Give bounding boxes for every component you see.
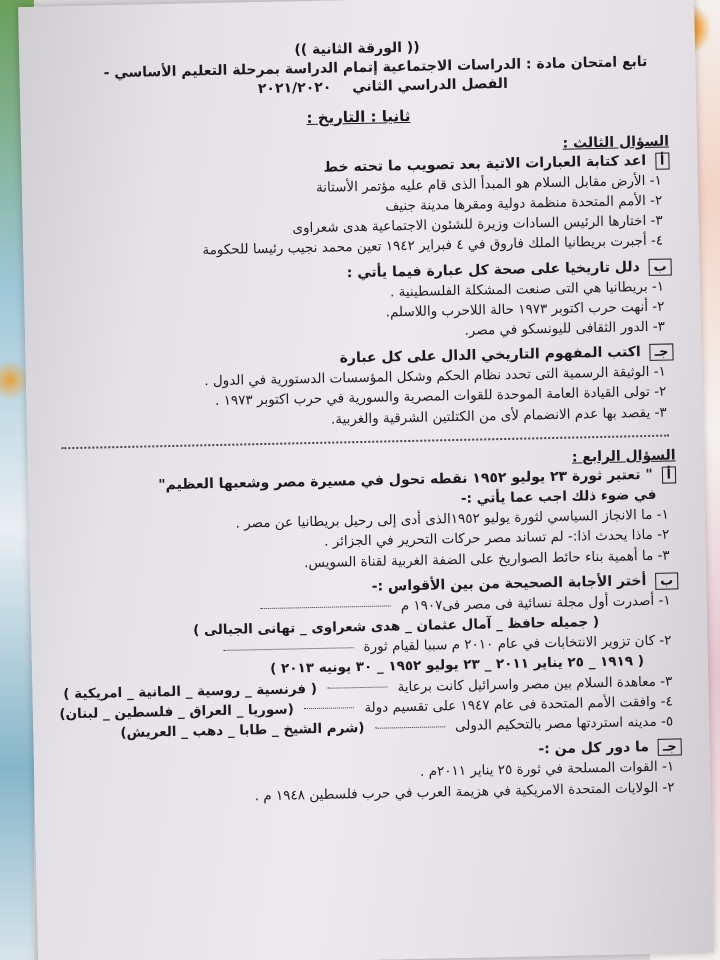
q4-a-label: أ: [661, 466, 676, 483]
q3-title: السؤال الثالث :: [562, 133, 670, 152]
mcq-options: ( جميله حافظ _ آمال عثمان _ هدى شعراوى _ تهانى الجبالى ): [193, 613, 600, 639]
list-item: ١- القوات المسلحة في ثورة ٢٥ يناير ٢٠١١م .: [419, 758, 675, 781]
q3-c-instruction: اكتب المفهوم التاريخي الدال على كل عبارة: [339, 344, 641, 367]
q3-a-label: أ: [655, 152, 670, 169]
list-item: ١- الوثيقة الرسمية التى تحدد نظام الحكم وشكل المؤسسات الدستورية في الدول .: [204, 363, 667, 390]
list-item: ٣- يقصد بها عدم الانضمام لأى من الكتلتين الشرقية والغربية.: [330, 404, 667, 428]
exam-subject: تابع امتحان مادة : الدراسات الاجتماعية إتمام الدراسة بمرحلة التعليم الأساسي -: [103, 53, 648, 82]
paper-label: (( الورقة الثانية )): [294, 39, 420, 59]
q4-b-instruction: أختر الأجابة الصحيحة من بين الأقواس :-: [371, 572, 647, 595]
list-item: ٤- أجبرت بريطانيا الملك فاروق في ٤ فبراير ١٩٤٢ تعين محمد نجيب رئيسا للحكومة: [202, 233, 664, 259]
mcq-question: ٤- وافقت الأمم المتحدة فى عام ١٩٤٧ على تقسيم دولة: [364, 693, 673, 716]
mcq-options: ( فرنسية _ روسية _ المانية _ امريكية ): [63, 680, 318, 702]
list-item: ٢- الأمم المتحدة منظمة دولية ومقرها مدينة جنيف: [385, 192, 663, 215]
list-item: ٢- الولايات المتحدة الامريكية في هزيمة العرب في حرب فلسطين ١٩٤٨ م .: [254, 779, 675, 804]
list-item: ١- ما الانجاز السياسي لثورة يوليو ١٩٥٢الذى أدى إلى رحيل بريطانيا عن مصر .: [235, 506, 670, 532]
mcq-options: (شرم الشيخ _ طابا _ دهب _ العريش): [120, 720, 365, 742]
answer-blank: [304, 708, 354, 710]
mcq-question: ٥- مدينه استردتها مصر بالتحكيم الدولى: [454, 713, 674, 735]
list-item: ٢- ماذا يحدث اذا:- لم تساند مصر حركات التحرير في الجزائر .: [323, 526, 670, 551]
list-item: ٣- اختارها الرئيس السادات وزيرة للشئون الاجتماعية هدى شعراوى: [292, 212, 663, 237]
mcq-question: ٣- معاهدة السلام بين مصر واسرائيل كانت برعاية: [397, 673, 673, 695]
q4-c-instruction: ما دور كل من :-: [538, 739, 650, 758]
q3-b-label: ب: [648, 258, 671, 275]
mcq-options: (سوريا _ العراق _ فلسطين _ لبنان): [59, 701, 294, 723]
list-item: ١- بريطانيا هي التى صنعت المشكلة الفلسطينية .: [389, 278, 665, 300]
list-item: ٣- الدور الثقافى لليونسكو في مصر.: [464, 318, 666, 339]
mcq-question: ١- أصدرت أول مجلة نسائية فى مصر فى١٩٠٧ م: [400, 592, 671, 614]
list-item: ١- الأرض مقابل السلام هو المبدأ الذى قام عليه مؤتمر الأستانة: [315, 172, 663, 196]
list-item: ٢- تولى القيادة العامة الموحدة للقوات المصرية والسورية في حرب اكتوبر ١٩٧٣ .: [214, 384, 667, 410]
exam-year: ٢٠٢١/٢٠٢٠: [257, 79, 332, 97]
answer-blank: [375, 726, 445, 728]
q4-title: السؤال الرابع :: [571, 447, 676, 466]
section-divider: [61, 435, 669, 450]
list-item: ٣- ما أهمية بناء حائط الصواريخ على الضفة الغربية لقناة السويس.: [303, 547, 670, 571]
q4-b-label: ب: [655, 572, 678, 589]
mcq-question: ٢- كان تزوير الانتخابات في عام ٢٠١٠ م سببا لقيام ثورة: [363, 632, 672, 656]
section-title: ثانيا : التاريخ :: [306, 106, 411, 127]
exam-sheet: [18, 0, 714, 960]
q3-a-instruction: اعد كتابة العبارات الاتية بعد تصويب ما تحته خط: [323, 152, 647, 176]
q3-c-label: جـ: [649, 344, 673, 361]
answer-blank: [223, 647, 353, 651]
answer-blank: [261, 606, 391, 610]
mcq-options: ( ١٩١٩ _ ٢٥ يناير ٢٠١١ _ ٢٣ يوليو ١٩٥٢ _ ٣٠ يونيه ٢٠١٣ ): [270, 653, 645, 678]
list-item: ٢- أنهت حرب اكتوبر ١٩٧٣ حالة اللاحرب واللاسلم.: [385, 298, 665, 321]
q4-a-quote: " تعتبر ثورة ٢٣ يوليو ١٩٥٢ نقطه تحول في مسيرة مصر وشعبها العظيم": [158, 466, 653, 494]
q4-c-label: جـ: [658, 739, 682, 756]
q3-b-instruction: دلل تاريخيا على صحة كل عبارة فيما يأتي :: [346, 258, 640, 281]
answer-blank: [327, 687, 387, 689]
q4-a-lead: في ضوء ذلك اجب عما يأتي :-: [460, 486, 657, 507]
exam-term: الفصل الدراسي الثاني: [352, 75, 508, 95]
